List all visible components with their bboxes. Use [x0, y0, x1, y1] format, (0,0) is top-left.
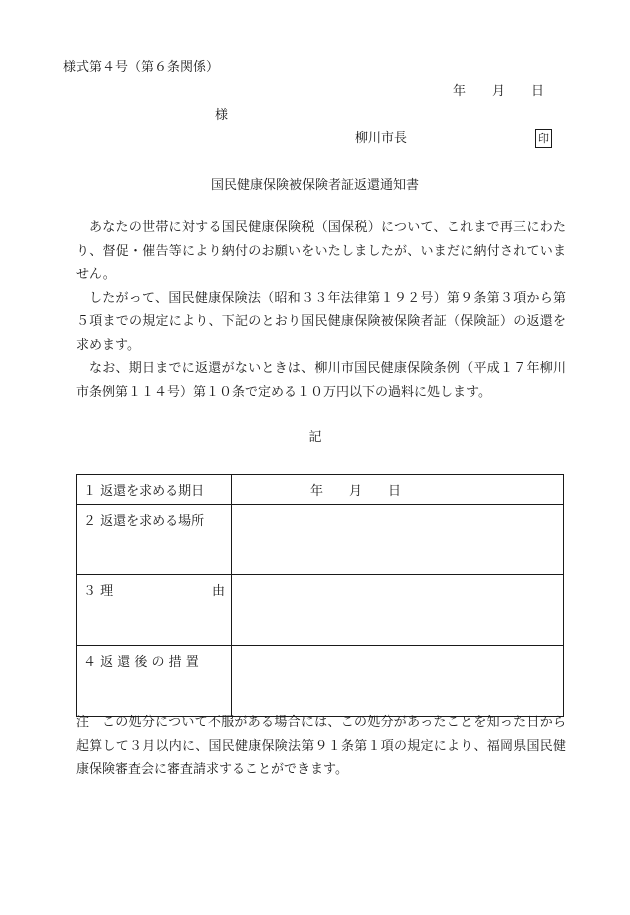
deadline-day: 日: [388, 484, 402, 499]
body-paragraph-2: したがって、国民健康保険法（昭和３３年法律第１９２号）第９条第３項から第５項までの規定により、下記のとおり国民健康保険被保険者証（保険証）の返還を求めます。: [76, 290, 566, 353]
issuer-name: 柳川市長: [355, 131, 408, 146]
document-title: 国民健康保険被保険者証返還通知書: [210, 178, 419, 193]
seal-mark: 印: [535, 129, 552, 148]
deadline-month: 月: [349, 484, 363, 499]
ki-heading: 記: [308, 430, 322, 445]
return-place-value: [232, 505, 564, 575]
body-paragraph-3: なお、期日までに返還がないときは、柳川市国民健康保険条例（平成１７年柳川市条例第１１４号）第１０条で定める１０万円以下の過料に処します。: [76, 361, 566, 400]
body-paragraph-1: あなたの世帯に対する国民健康保険税（国保税）について、これまで再三にわたり、督促・催告等により納付のお願いをいたしましたが、いまだに納付されていません。: [76, 220, 566, 282]
table-row: [77, 575, 564, 646]
issue-date: [453, 84, 544, 100]
reason-label-start: ３ 理: [83, 584, 114, 599]
date-month: 月: [492, 84, 506, 99]
reason-label-end: 由: [211, 584, 225, 599]
form-number: 様式第４号（第６条関係）: [63, 60, 220, 75]
reason-value: [232, 575, 564, 646]
table-row: [77, 505, 564, 575]
reason-label: [77, 575, 232, 646]
return-deadline-label: １ 返還を求める期日: [77, 475, 232, 505]
date-day: 日: [531, 84, 545, 99]
recipient-honorific: 様: [215, 108, 229, 123]
appeal-note: [76, 711, 566, 782]
table-row: [77, 475, 564, 505]
deadline-year: 年: [310, 484, 324, 499]
notice-body: [76, 216, 566, 404]
return-details-table: [76, 474, 564, 717]
return-deadline-value: [232, 475, 564, 505]
after-return-measures-label: ４ 返 還 後 の 措 置: [77, 646, 232, 717]
date-year: 年: [453, 84, 467, 99]
return-place-label: ２ 返還を求める場所: [77, 505, 232, 575]
after-return-measures-value: [232, 646, 564, 717]
note-mark: 注: [76, 715, 90, 730]
table-row: [77, 646, 564, 717]
note-text-content: この処分について不服がある場合には、この処分があったことを知った日から起算して３月以内に、国民健康保険法第９１条第１項の規定により、福岡県国民健康保険審査会に審査請求することができます。: [76, 715, 566, 777]
note-text: [76, 711, 566, 782]
